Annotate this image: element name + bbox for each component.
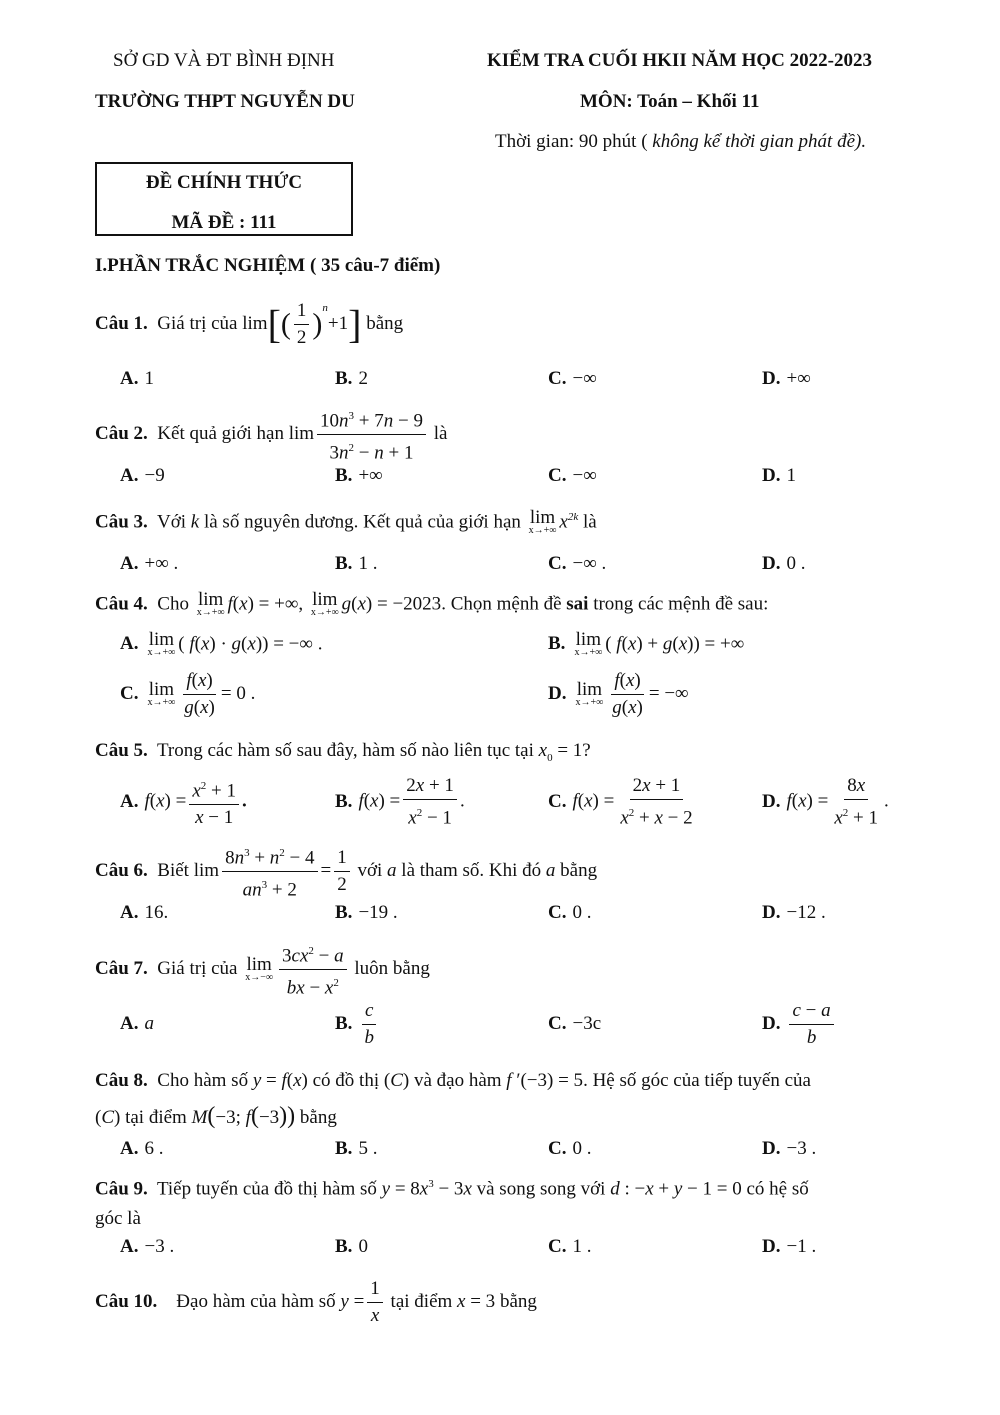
q7-option-b[interactable]: B. $\frac{c}{b}$ <box>335 1000 380 1049</box>
q3-option-d[interactable]: D. 0 . <box>762 553 806 574</box>
q1-option-d[interactable]: D. +∞ <box>762 368 811 389</box>
q5-option-b[interactable]: B. f(x) = $\frac{2x + 1}{x^2 - 1}$ . <box>335 775 465 829</box>
q5-option-c[interactable]: C. f(x) = $\frac{2x + 1}{x^2 + x - 2}$ <box>548 775 693 829</box>
q1-option-b[interactable]: B. 2 <box>335 368 368 389</box>
q6-option-d[interactable]: D. −12 . <box>762 902 826 923</box>
school-name: TRƯỜNG THPT NGUYỄN DU <box>95 91 355 112</box>
q2-option-b[interactable]: B. +∞ <box>335 465 383 486</box>
q5-option-d[interactable]: D. f(x) = $\frac{8x}{x^2 + 1}$ . <box>762 775 889 829</box>
q9-option-c[interactable]: C. 1 . <box>548 1236 592 1257</box>
q6-option-b[interactable]: B. −19 . <box>335 902 398 923</box>
q3-option-a[interactable]: A. +∞ . <box>120 553 179 574</box>
question-8-line-2: (C) tại điểm M(−3; f(−3)) bằng <box>95 1103 337 1129</box>
question-4: Câu 4. Cho lim x→+∞ f(x) = +∞, lim x→+∞ g(x) = −2023. Chọn mệnh đề sai trong các mệnh đề sau: <box>95 589 769 618</box>
question-8: Câu 8. Cho hàm số y = f(x) có đồ thị (C) và đạo hàm f ′(−3) = 5. Hệ số góc của tiếp tuyến của <box>95 1070 811 1091</box>
q8-option-a[interactable]: A. 6 . <box>120 1138 164 1159</box>
question-9: Câu 9. Tiếp tuyến của đồ thị hàm số $y = 8x^3 - 3x$ và song song với d : −x + y − 1 = 0 có hệ số <box>95 1178 809 1200</box>
q3-option-b[interactable]: B. 1 . <box>335 553 378 574</box>
q2-option-a[interactable]: A. −9 <box>120 465 165 486</box>
q3-option-c[interactable]: C. −∞ . <box>548 553 607 574</box>
exam-code: MÃ ĐỀ : 111 <box>171 212 277 233</box>
question-6: Câu 6. Biết lim $\frac{8n^3 + n^2 - 4}{an^3 + 2}$ = $\frac{1}{2}$ với a là tham số. Khi đó a bằng <box>95 842 597 902</box>
q9-option-d[interactable]: D. −1 . <box>762 1236 817 1257</box>
q9-option-b[interactable]: B. 0 <box>335 1236 368 1257</box>
exam-duration: Thời gian: 90 phút ( không kể thời gian phát đề). <box>495 131 867 152</box>
question-7: Câu 7. Giá trị của lim x→−∞ $\frac{3cx^2 - a}{bx - x^2}$ luôn bằng <box>95 940 430 1000</box>
q2-option-d[interactable]: D. 1 <box>762 465 796 486</box>
q7-option-a[interactable]: A. a <box>120 1013 154 1034</box>
official-label: ĐỀ CHÍNH THỨC <box>145 172 303 193</box>
q4-option-b[interactable]: B. lim x→+∞ ( f(x) + g(x)) = +∞ <box>548 629 745 658</box>
question-10: Câu 10. Đạo hàm của hàm số y = $\frac{1}{x}$ tại điểm x = 3 bằng <box>95 1278 537 1326</box>
question-3: Câu 3. Với k là số nguyên dương. Kết quả của giới hạn lim x→+∞ $x^{2k}$ là <box>95 507 597 536</box>
exam-subject: MÔN: Toán – Khối 11 <box>580 91 760 112</box>
q2-option-c[interactable]: C. −∞ <box>548 465 597 486</box>
q1-option-a[interactable]: A. 1 <box>120 368 154 389</box>
q8-option-b[interactable]: B. 5 . <box>335 1138 378 1159</box>
q8-option-d[interactable]: D. −3 . <box>762 1138 817 1159</box>
q4-option-a[interactable]: A. lim x→+∞ ( f(x) · g(x)) = −∞ . <box>120 629 323 658</box>
q8-option-c[interactable]: C. 0 . <box>548 1138 592 1159</box>
q4-option-c[interactable]: C. lim x→+∞ $\frac{f(x)}{g(x)}$ = 0 . <box>120 670 256 718</box>
q6-option-c[interactable]: C. 0 . <box>548 902 592 923</box>
official-exam-box <box>95 162 353 236</box>
question-2: Câu 2. Kết quả giới hạn lim $\frac{10n^3 + 7n - 9}{3n^2 - n + 1}$ là <box>95 405 447 465</box>
q1-option-c[interactable]: C. −∞ <box>548 368 597 389</box>
department-name: SỞ GD VÀ ĐT BÌNH ĐỊNH <box>113 50 335 71</box>
question-1: Câu 1. Giá trị của lim[( $\frac{1}{2}$ )$^n$+1] bằng <box>95 300 404 348</box>
q7-option-c[interactable]: C. −3c <box>548 1013 602 1034</box>
q9-option-a[interactable]: A. −3 . <box>120 1236 175 1257</box>
q7-option-d[interactable]: D. $\frac{c - a}{b}$ <box>762 1000 837 1049</box>
section-title: I.PHẦN TRẮC NGHIỆM ( 35 câu-7 điểm) <box>95 255 441 276</box>
exam-title: KIỂM TRA CUỐI HKII NĂM HỌC 2022-2023 <box>487 50 872 71</box>
q4-option-d[interactable]: D. lim x→+∞ $\frac{f(x)}{g(x)}$ = −∞ <box>548 670 689 718</box>
question-5: Câu 5. Trong các hàm số sau đây, hàm số nào liên tục tại $x_0 = 1$? <box>95 740 591 764</box>
q6-option-a[interactable]: A. 16. <box>120 902 169 923</box>
q5-option-a[interactable]: A. f(x) = $\frac{x^2 + 1}{x - 1}$ . <box>120 775 247 829</box>
question-9-line-2: góc là <box>95 1208 141 1229</box>
